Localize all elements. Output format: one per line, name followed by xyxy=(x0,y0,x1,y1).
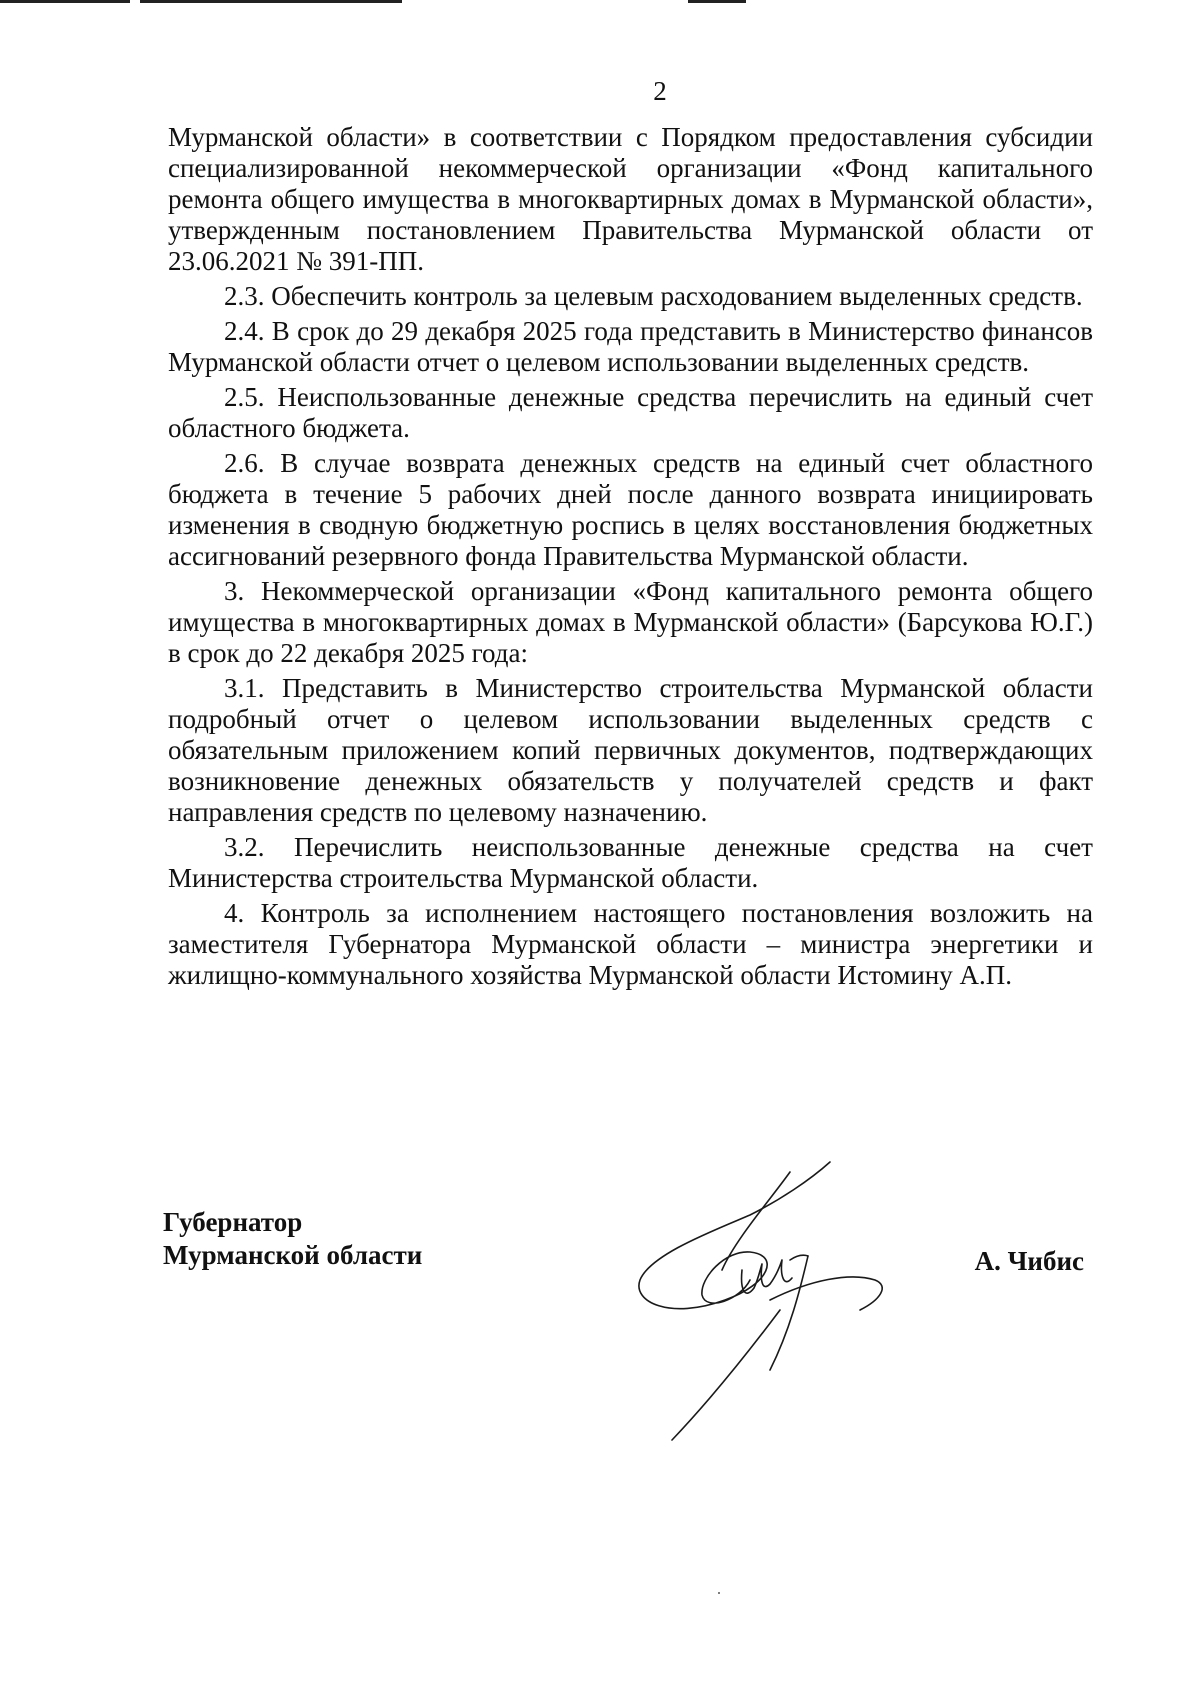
document-body xyxy=(168,122,1093,995)
paragraph-3: 3. Некоммерческой организации «Фонд капитального ремонта общего имущества в многоквартирных домах в Мурманской области» (Барсукова Ю.Г.) в срок до 22 декабря 2025 года: xyxy=(168,576,1093,668)
paragraph-2-5: 2.5. Неиспользованные денежные средства перечислить на единый счет областного бюджета. xyxy=(168,382,1093,443)
scan-edge-mark xyxy=(140,0,402,3)
signatory-region: Мурманской области xyxy=(163,1240,423,1270)
scan-speck xyxy=(718,1592,720,1594)
signatory-name: А. Чибис xyxy=(974,1246,1084,1276)
signatory-position xyxy=(163,1206,422,1272)
paragraph-3-1: 3.1. Представить в Министерство строительства Мурманской области подробный отчет о целевом использовании выделенных средств с обязательным приложением копий первичных документов, подтверждающих возникновение денежных обязательств у получателей средств и факт направления средств по целевому назначению. xyxy=(168,673,1093,827)
paragraph-4: 4. Контроль за исполнением настоящего постановления возложить на заместителя Губернатора Мурманской области – министра энергетики и жилищно-коммунального хозяйства Мурманской области Истомину А.П. xyxy=(168,898,1093,990)
paragraph-2-3: 2.3. Обеспечить контроль за целевым расходованием выделенных средств. xyxy=(224,281,1083,311)
paragraph-2-6: 2.6. В случае возврата денежных средств на единый счет областного бюджета в течение 5 рабочих дней после данного возврата инициировать изменения в сводную бюджетную роспись в целях восстановления бюджетных ассигнований резервного фонда Правительства Мурманской области. xyxy=(168,448,1093,571)
handwritten-signature xyxy=(630,1160,910,1450)
scan-edge-mark xyxy=(688,0,746,3)
scan-edge-mark xyxy=(0,0,130,3)
signatory-title: Губернатор xyxy=(163,1207,303,1237)
paragraph-3-2: 3.2. Перечислить неиспользованные денежные средства на счет Министерства строительства Мурманской области. xyxy=(168,832,1093,893)
paragraph-2-4: 2.4. В срок до 29 декабря 2025 года представить в Министерство финансов Мурманской области отчет о целевом использовании выделенных средств. xyxy=(168,316,1093,377)
page-number: 2 xyxy=(653,76,667,106)
paragraph-continuation: Мурманской области» в соответствии с Порядком предоставления субсидии специализированной некоммерческой организации «Фонд капитального ремонта общего имущества в многоквартирных домах в Мурманской области», утвержденным постановлением Правительства Мурманской области от 23.06.2021 № 391-ПП. xyxy=(168,122,1093,276)
